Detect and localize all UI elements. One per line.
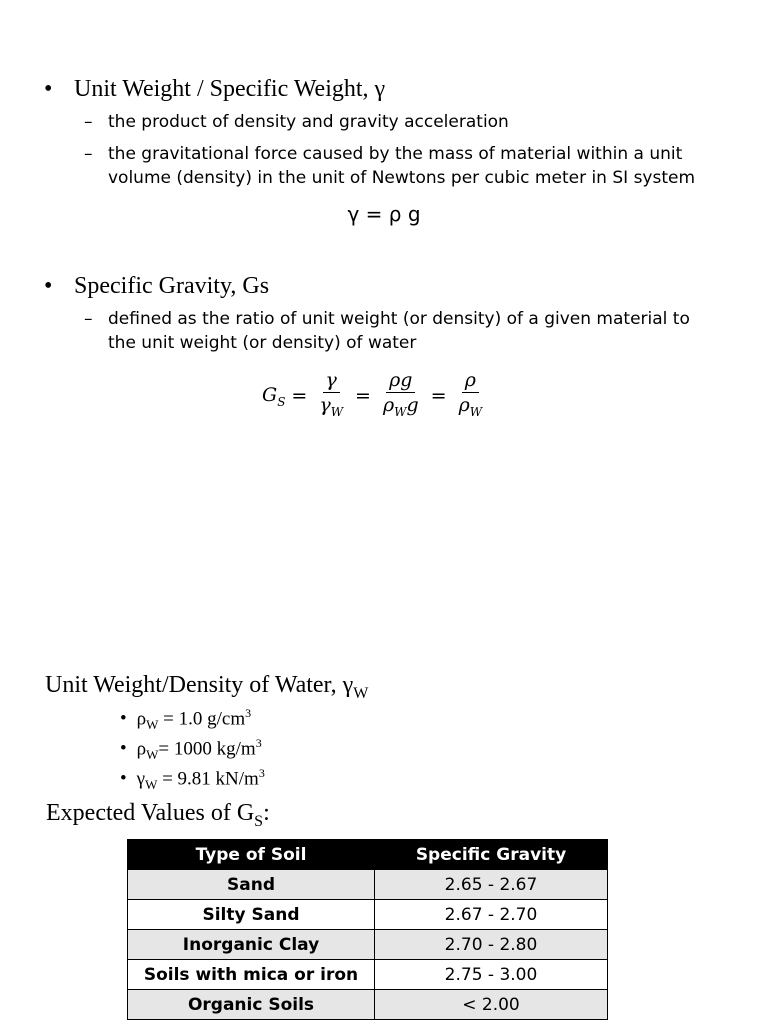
expected-values-heading: Expected Values of $G_S$: [46,800,270,830]
sub-bullet [44,144,744,194]
water-item: • $\gamma_W = 9.81$ $kN/m^3$ [120,766,265,793]
column-header: Specific Gravity [375,840,608,870]
bullet-marker: • [44,76,53,102]
table-row [128,960,608,990]
dash-marker: – [84,144,93,164]
water-heading: Unit Weight/Density of Water, $\gamma_W$ [45,672,369,702]
formula-lhs: $G_S$ [262,383,286,409]
table-row [128,930,608,960]
unit-weight-formula: γ = ρ g [347,202,421,226]
table-row [128,990,608,1020]
water-list [120,706,265,796]
sub-bullet [44,309,744,359]
table-row [128,900,608,930]
section-title-row [44,273,744,305]
section-specific-gravity [44,273,744,359]
specific-gravity-cell: 2.65 - 2.67 [375,870,608,900]
water-item: • $\rho_W= 1000$ $kg/m^3$ [120,736,262,763]
sub-bullet-text: defined as the ratio of unit weight (or density) of a given material to the unit weight (or density) of water [108,309,690,353]
fraction-2: $\frac{\rho g}{\rho_Wg}$ [382,369,419,419]
specific-gravity-formula: $G_S$ = $\frac{\gamma}{\gamma_W}$ = $\frac{\rho g}{\rho_Wg}$ = $\frac{\rho}{\rho_W}$ [262,370,488,422]
specific-gravity-cell: 2.70 - 2.80 [375,930,608,960]
specific-gravity-cell: < 2.00 [375,990,608,1020]
soil-type-cell: Sand [128,870,375,900]
soil-type-cell: Inorganic Clay [128,930,375,960]
soil-type-cell: Organic Soils [128,990,375,1020]
section-title: Specific Gravity, Gs [74,273,270,299]
section-title: Unit Weight / Specific Weight, γ [74,76,386,102]
fraction-3: $\frac{\rho}{\rho_W}$ [458,369,483,419]
section-title-row [44,76,744,108]
table-row [128,870,608,900]
specific-gravity-table [127,839,608,1020]
dash-marker: – [84,309,93,329]
fraction-1: $\frac{\gamma}{\gamma_W}$ [319,369,344,419]
specific-gravity-cell: 2.67 - 2.70 [375,900,608,930]
water-item: • $\rho_W = 1.0$ $g/cm^3$ [120,706,252,733]
dash-marker: – [84,112,93,132]
sub-bullet [44,112,744,138]
soil-type-cell: Silty Sand [128,900,375,930]
column-header: Type of Soil [128,840,375,870]
specific-gravity-cell: 2.75 - 3.00 [375,960,608,990]
section-unit-weight [44,76,744,194]
soil-type-cell: Soils with mica or iron [128,960,375,990]
bullet-marker: • [44,273,53,299]
sub-bullet-text: the product of density and gravity acceleration [108,112,509,132]
table-header-row [128,840,608,870]
sub-bullet-text: the gravitational force caused by the mass of material within a unit volume (density) in the unit of Newtons per cubic meter in SI system [108,144,696,188]
